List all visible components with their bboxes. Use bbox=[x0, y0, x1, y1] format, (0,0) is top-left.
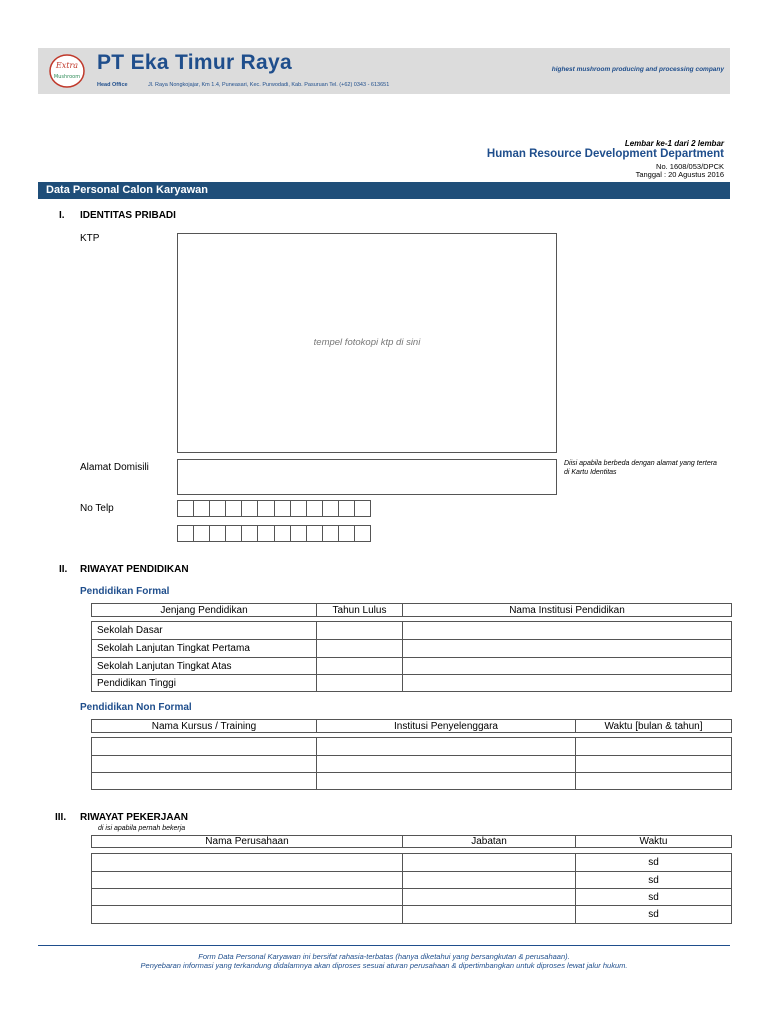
education-level: Sekolah Lanjutan Tingkat Atas bbox=[92, 658, 317, 675]
phone-digit-box[interactable] bbox=[354, 500, 371, 517]
table-row bbox=[92, 889, 732, 906]
section-3-title: RIWAYAT PEKERJAAN bbox=[80, 812, 188, 823]
department-name: Human Resource Development Department bbox=[486, 148, 724, 160]
column-header: Nama Kursus / Training bbox=[92, 720, 317, 733]
nonformal-education-table bbox=[91, 737, 732, 790]
phone-digit-box[interactable] bbox=[241, 525, 258, 542]
period-cell[interactable]: sd bbox=[576, 872, 732, 889]
table-row bbox=[92, 738, 732, 756]
logo-text-top: Extra bbox=[55, 61, 79, 70]
head-office-label: Head Office bbox=[97, 82, 128, 88]
work-history-table bbox=[91, 853, 732, 924]
institution-cell[interactable] bbox=[403, 640, 732, 658]
footer-divider bbox=[38, 945, 730, 946]
institution-cell[interactable] bbox=[403, 658, 732, 675]
graduation-year-cell[interactable] bbox=[317, 640, 403, 658]
formal-education-title: Pendidikan Formal bbox=[80, 586, 170, 597]
document-date: Tanggal : 20 Agustus 2016 bbox=[635, 170, 724, 179]
company-logo bbox=[48, 53, 86, 89]
company-tagline: highest mushroom producing and processing company bbox=[551, 66, 724, 73]
table-row bbox=[92, 756, 732, 773]
phone-digit-box[interactable] bbox=[322, 500, 339, 517]
phone-digit-box[interactable] bbox=[193, 525, 210, 542]
table-row bbox=[92, 872, 732, 889]
period-cell[interactable]: sd bbox=[576, 906, 732, 924]
table-row bbox=[92, 675, 732, 692]
phone-digit-box[interactable] bbox=[209, 500, 226, 517]
column-header: Nama Institusi Pendidikan bbox=[403, 604, 732, 617]
phone-digit-box[interactable] bbox=[257, 500, 274, 517]
course-name-cell[interactable] bbox=[92, 756, 317, 773]
period-cell[interactable] bbox=[576, 756, 732, 773]
phone-digit-box[interactable] bbox=[354, 525, 371, 542]
phone-digit-box[interactable] bbox=[225, 500, 242, 517]
period-cell[interactable]: sd bbox=[576, 854, 732, 872]
company-cell[interactable] bbox=[92, 872, 403, 889]
company-cell[interactable] bbox=[92, 906, 403, 924]
phone-field-1[interactable] bbox=[177, 500, 371, 517]
course-name-cell[interactable] bbox=[92, 738, 317, 756]
phone-digit-box[interactable] bbox=[241, 500, 258, 517]
company-cell[interactable] bbox=[92, 854, 403, 872]
nonformal-education-title: Pendidikan Non Formal bbox=[80, 702, 192, 713]
section-3-number: III. bbox=[55, 812, 67, 823]
table-row bbox=[92, 640, 732, 658]
company-name: PT Eka Timur Raya bbox=[97, 51, 292, 74]
formal-education-table bbox=[91, 621, 732, 692]
alamat-note: Diisi apabila berbeda dengan alamat yang tertera di Kartu Identitas bbox=[564, 460, 717, 476]
sheet-number: Lembar ke-1 dari 2 lembar bbox=[624, 139, 724, 148]
table-row bbox=[92, 854, 732, 872]
period-cell[interactable]: sd bbox=[576, 889, 732, 906]
ktp-label: KTP bbox=[80, 233, 100, 244]
phone-digit-box[interactable] bbox=[290, 525, 307, 542]
phone-field-2[interactable] bbox=[177, 525, 371, 542]
position-cell[interactable] bbox=[403, 906, 576, 924]
institution-cell[interactable] bbox=[403, 622, 732, 640]
column-header: Tahun Lulus bbox=[317, 604, 403, 617]
section-1-number: I. bbox=[59, 210, 65, 221]
organizer-cell[interactable] bbox=[317, 756, 576, 773]
phone-digit-box[interactable] bbox=[257, 525, 274, 542]
organizer-cell[interactable] bbox=[317, 773, 576, 790]
period-cell[interactable] bbox=[576, 738, 732, 756]
form-title: Data Personal Calon Karyawan bbox=[46, 184, 209, 196]
phone-digit-box[interactable] bbox=[274, 500, 291, 517]
footer-line-1: Form Data Personal Karyawan ini bersifat rahasia-terbatas (hanya diketahui yang bersangkutan & perusahaan). bbox=[198, 952, 570, 961]
column-header: Jabatan bbox=[403, 836, 576, 848]
graduation-year-cell[interactable] bbox=[317, 658, 403, 675]
column-header: Institusi Penyelenggara bbox=[317, 720, 576, 733]
education-level: Pendidikan Tinggi bbox=[92, 675, 317, 692]
education-level: Sekolah Lanjutan Tingkat Pertama bbox=[92, 640, 317, 658]
phone-digit-box[interactable] bbox=[322, 525, 339, 542]
phone-digit-box[interactable] bbox=[338, 525, 355, 542]
column-header: Waktu [bulan & tahun] bbox=[576, 720, 732, 733]
section-2-number: II. bbox=[59, 564, 68, 575]
phone-digit-box[interactable] bbox=[290, 500, 307, 517]
position-cell[interactable] bbox=[403, 889, 576, 906]
phone-digit-box[interactable] bbox=[177, 525, 194, 542]
telp-label: No Telp bbox=[80, 503, 114, 514]
section-2-title: RIWAYAT PENDIDIKAN bbox=[80, 564, 189, 575]
phone-digit-box[interactable] bbox=[209, 525, 226, 542]
phone-digit-box[interactable] bbox=[274, 525, 291, 542]
course-name-cell[interactable] bbox=[92, 773, 317, 790]
formal-education-header bbox=[91, 603, 732, 617]
graduation-year-cell[interactable] bbox=[317, 675, 403, 692]
phone-digit-box[interactable] bbox=[177, 500, 194, 517]
graduation-year-cell[interactable] bbox=[317, 622, 403, 640]
table-row bbox=[92, 906, 732, 924]
table-row bbox=[92, 658, 732, 675]
document-number: No. 1608/053/DPCK bbox=[656, 162, 724, 171]
work-history-header bbox=[91, 835, 732, 848]
period-cell[interactable] bbox=[576, 773, 732, 790]
phone-digit-box[interactable] bbox=[338, 500, 355, 517]
phone-digit-box[interactable] bbox=[225, 525, 242, 542]
column-header: Nama Perusahaan bbox=[92, 836, 403, 848]
column-header: Waktu bbox=[576, 836, 732, 848]
organizer-cell[interactable] bbox=[317, 738, 576, 756]
phone-digit-box[interactable] bbox=[306, 525, 323, 542]
logo-text-bottom: Mushroom bbox=[53, 74, 81, 80]
alamat-field[interactable] bbox=[177, 459, 557, 495]
work-history-note: di isi apabila pernah bekerja bbox=[98, 825, 186, 832]
education-level: Sekolah Dasar bbox=[92, 622, 317, 640]
position-cell[interactable] bbox=[403, 854, 576, 872]
section-1-title: IDENTITAS PRIBADI bbox=[80, 210, 176, 221]
institution-cell[interactable] bbox=[403, 675, 732, 692]
phone-digit-box[interactable] bbox=[306, 500, 323, 517]
footer-line-2: Penyebaran informasi yang terkandung didalamnya akan diproses sesuai aturan perusahaan & dipertimbangkan untuk diproses lewat jalur hukum. bbox=[140, 961, 628, 970]
column-header: Jenjang Pendidikan bbox=[92, 604, 317, 617]
alamat-label: Alamat Domisili bbox=[80, 462, 149, 473]
position-cell[interactable] bbox=[403, 872, 576, 889]
table-row bbox=[92, 622, 732, 640]
table-row bbox=[92, 773, 732, 790]
phone-digit-box[interactable] bbox=[193, 500, 210, 517]
ktp-hint: tempel fotokopi ktp di sini bbox=[313, 337, 421, 348]
nonformal-education-header bbox=[91, 719, 732, 733]
company-cell[interactable] bbox=[92, 889, 403, 906]
head-office-address: Jl. Raya Nongkojajar, Km 1.4, Puneasari, Kec. Purwodadi, Kab. Pasuruan Tel. (+62) 0343 - 613651 bbox=[148, 82, 390, 88]
